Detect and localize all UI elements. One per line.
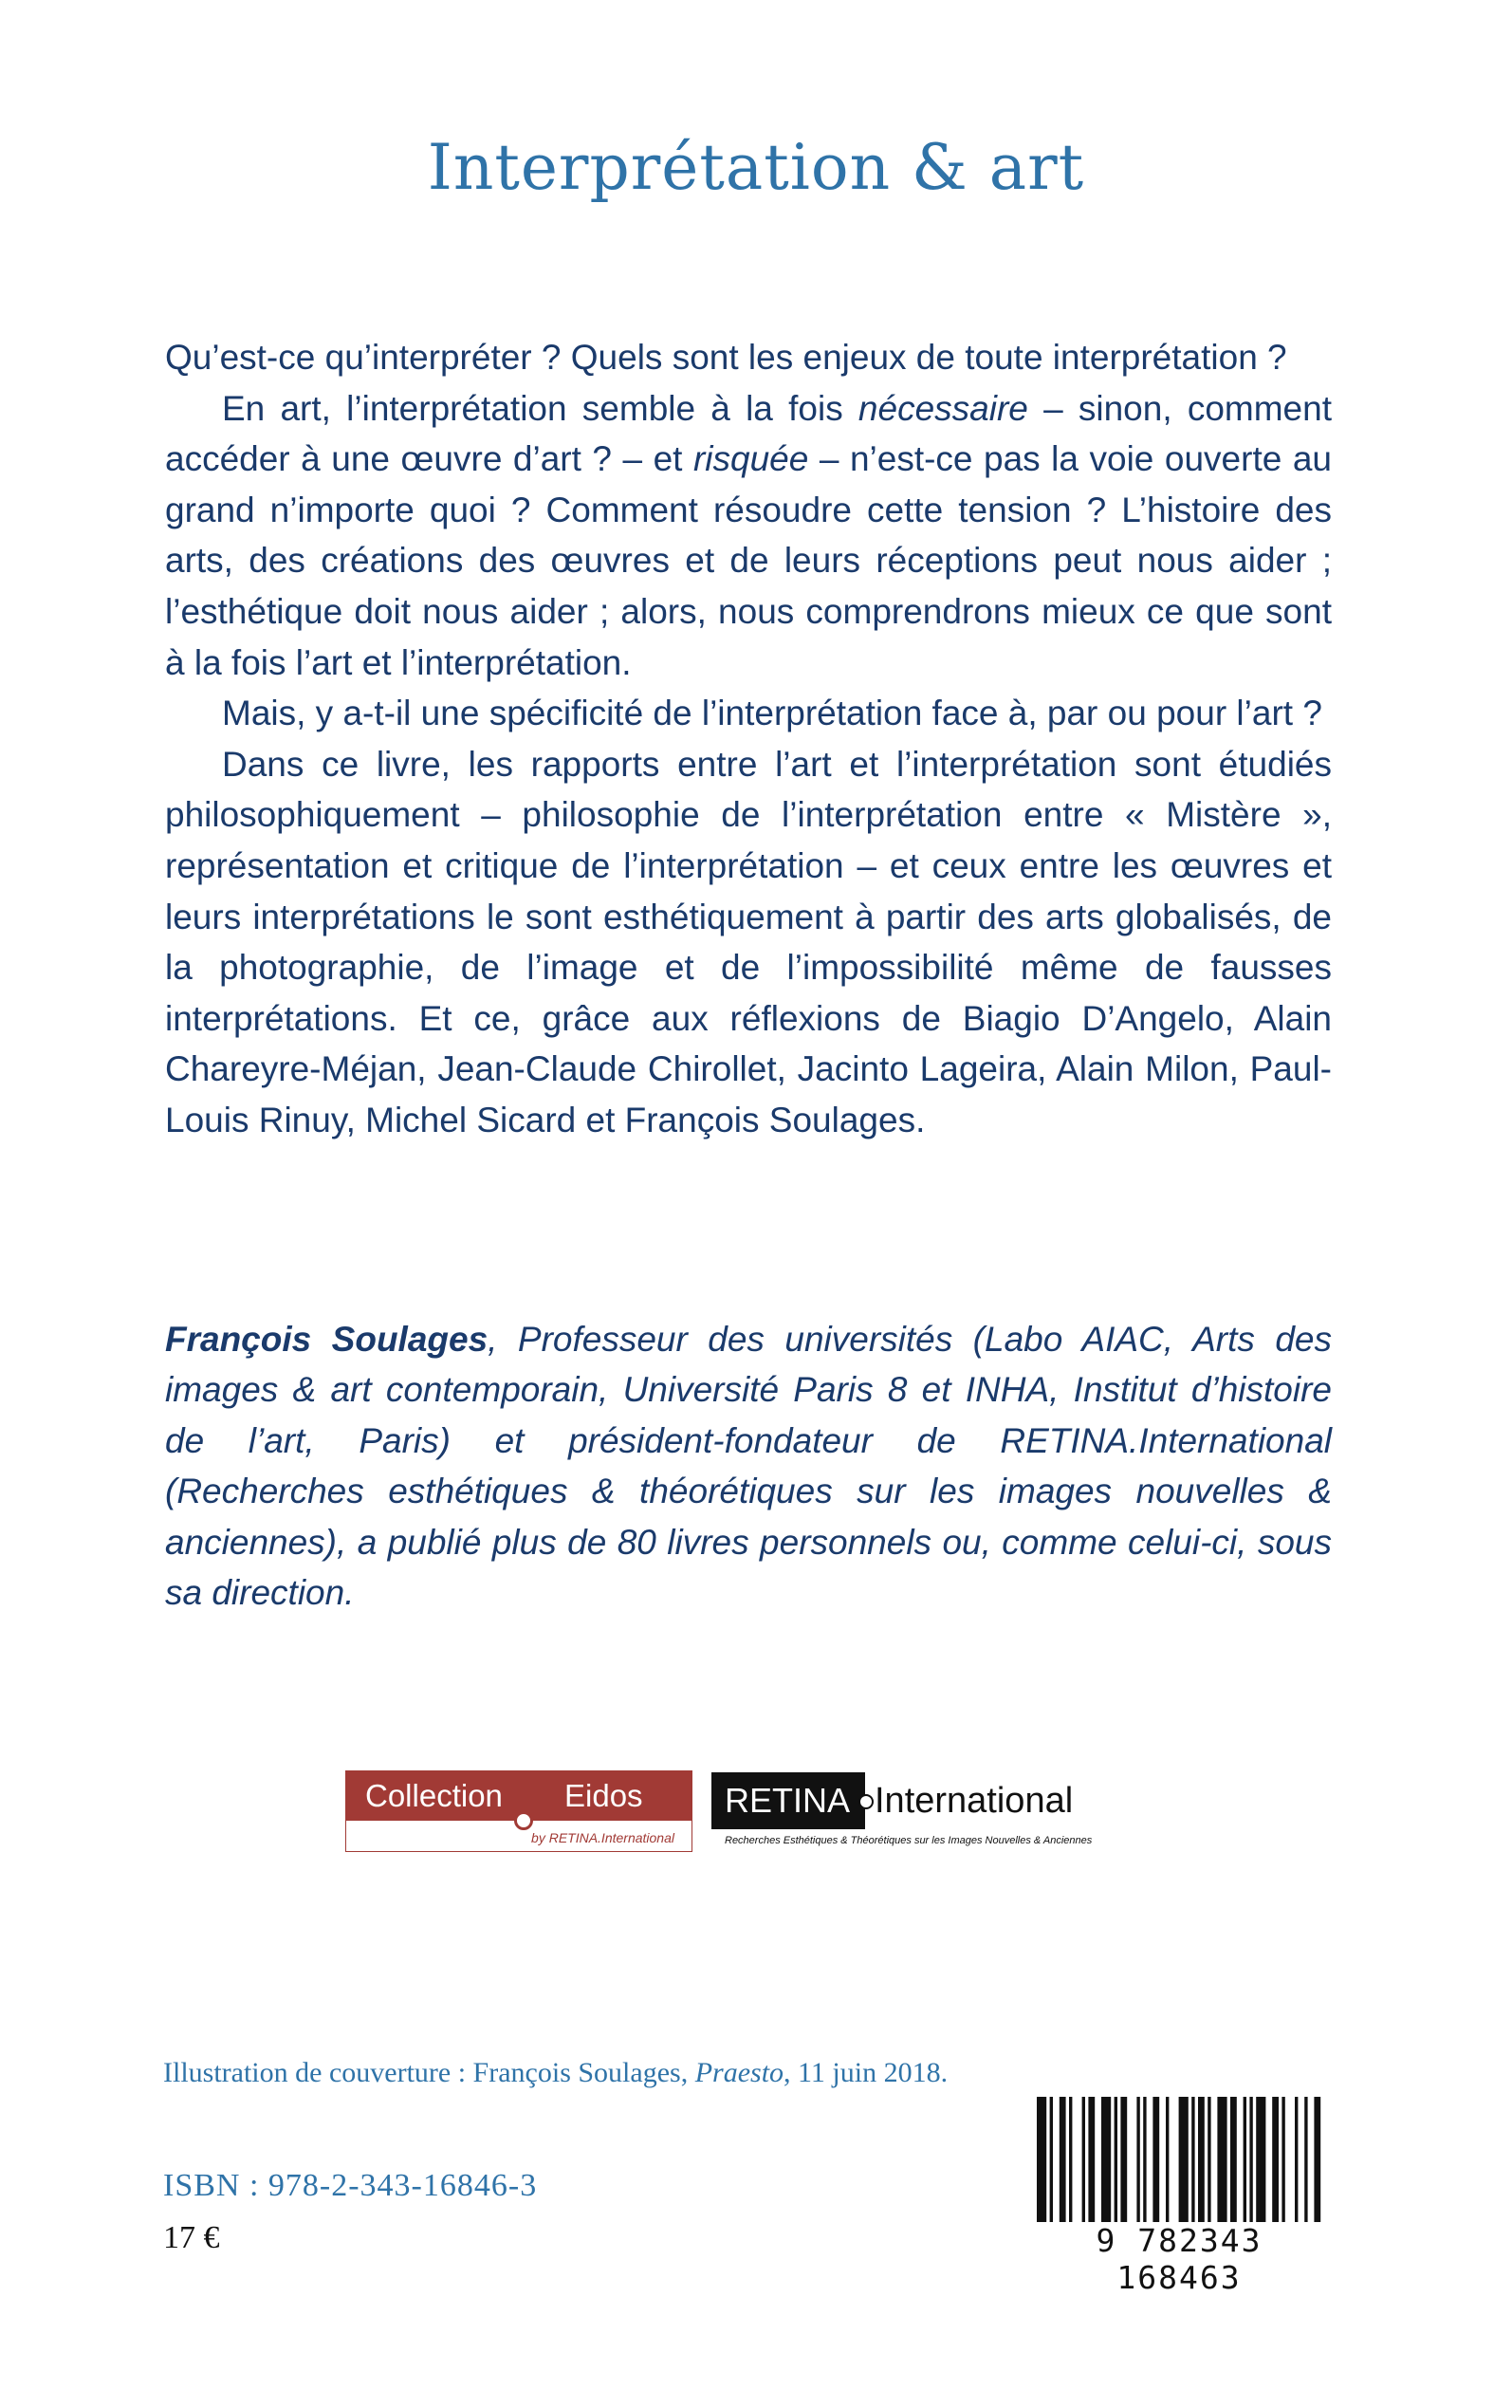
barcode-bar — [1191, 2097, 1194, 2230]
barcode-bar — [1217, 2097, 1226, 2230]
barcode-bar — [1272, 2097, 1279, 2230]
barcode-bar — [1314, 2097, 1320, 2230]
barcode-digits: 9 782343 168463 — [1037, 2222, 1321, 2269]
barcode-bar — [1179, 2097, 1189, 2230]
collection-logo-dot-icon — [514, 1811, 533, 1830]
emphasis-risquee: risquée — [692, 439, 809, 479]
barcode-bar — [1101, 2097, 1111, 2230]
barcode-bar — [1069, 2097, 1072, 2230]
cover-illustration-credit: Illustration de couverture : François Soulages, Praesto, 11 juin 2018. — [163, 2057, 949, 2088]
retina-logo-box: RETINA — [711, 1772, 865, 1829]
barcode-bar — [1230, 2097, 1237, 2230]
book-description — [165, 332, 1332, 1146]
retina-logo-international: International — [875, 1781, 1074, 1821]
retina-international-logo — [711, 1772, 1119, 1852]
description-paragraph-3: Mais, y a-t-il une spécificité de l’interprétation face à, par ou pour l’art ? — [222, 694, 1322, 733]
barcode-bar — [1088, 2097, 1095, 2230]
barcode-bar — [1037, 2097, 1046, 2230]
collection-logo-left: Collection — [365, 1778, 503, 1813]
barcode-bar — [1152, 2097, 1159, 2230]
book-title: Interprétation & art — [427, 131, 1085, 204]
author-bio — [165, 1314, 1332, 1618]
barcode — [1037, 2097, 1321, 2296]
barcode-bar — [1136, 2097, 1139, 2230]
price: 17 € — [163, 2220, 220, 2255]
isbn: ISBN : 978-2-343-16846-3 — [163, 2168, 538, 2203]
barcode-bar — [1198, 2097, 1205, 2230]
author-name: François Soulages — [165, 1320, 489, 1359]
barcode-bar — [1295, 2097, 1298, 2230]
barcode-bar — [1050, 2097, 1053, 2230]
collection-eidos-logo — [345, 1770, 692, 1852]
description-paragraph-2: En art, l’interprétation semble à la fois nécessaire – sinon, comment accéder à une œuvre d’art ? – et risquée – n’est-ce pas la voie ouverte au grand n’importe quoi ? Comment résoudre cette tension ? L’histoire des arts, des créations des œuvres et de leurs réceptions peut nous aider ; l’esthétique doit nous aider ; alors, nous comprendrons mieux ce que sont à la fois l’art et l’interprétation. — [165, 388, 1332, 682]
barcode-bar — [1060, 2097, 1066, 2230]
barcode-bars — [1037, 2097, 1321, 2230]
barcode-bar — [1282, 2097, 1284, 2230]
barcode-bar — [1208, 2097, 1210, 2230]
barcode-bar — [1082, 2097, 1085, 2230]
barcode-bar — [1166, 2097, 1169, 2230]
cover-work-title: Praesto — [694, 2057, 784, 2088]
description-paragraph-1: Qu’est-ce qu’interpréter ? Quels sont les enjeux de toute interprétation ? — [165, 338, 1287, 377]
barcode-bar — [1249, 2097, 1252, 2230]
barcode-bar — [1143, 2097, 1146, 2230]
barcode-bar — [1120, 2097, 1127, 2230]
description-paragraph-4: Dans ce livre, les rapports entre l’art et l’interprétation sont étudiés philosophiquement – philosophie de l’interprétation entre « Mistère », représentation et critique de l’interprétation – et ceux entre les œuvres et leurs interprétations le sont esthétiquement à partir des arts globalisés, de la photographie, de l’image et de l’impossibilité même de fausses interprétations. Et ce, grâce aux réflexions de Biagio D’Angelo, Alain Chareyre-Méjan, Jean-Claude Chirollet, Jacinto Lageira, Alain Milon, Paul-Louis Rinuy, Michel Sicard et François Soulages. — [165, 744, 1332, 1139]
barcode-bar — [1244, 2097, 1246, 2230]
barcode-bar — [1115, 2097, 1117, 2230]
emphasis-necessaire: nécessaire — [857, 388, 1028, 428]
collection-logo-right: Eidos — [564, 1778, 643, 1813]
author-bio-text: , Professeur des universités (Labo AIAC, Arts des images & art contemporain, Université Paris 8 et INHA, Institut d’histoire de l’art, Paris) et président-fondateur de RETINA.International (Recherches esthétiques & théorétiques sur les images nouvelles & anciennes), a publié plus de 80 livres personnels ou, comme celui-ci, sous sa direction. — [165, 1320, 1332, 1613]
retina-logo-dot-icon — [858, 1794, 874, 1809]
collection-logo-byline: by RETINA.International — [531, 1830, 674, 1845]
barcode-bar — [1304, 2097, 1307, 2230]
barcode-bar — [1256, 2097, 1265, 2230]
retina-logo-subtitle: Recherches Esthétiques & Théorétiques sur les Images Nouvelles & Anciennes — [725, 1835, 1093, 1846]
